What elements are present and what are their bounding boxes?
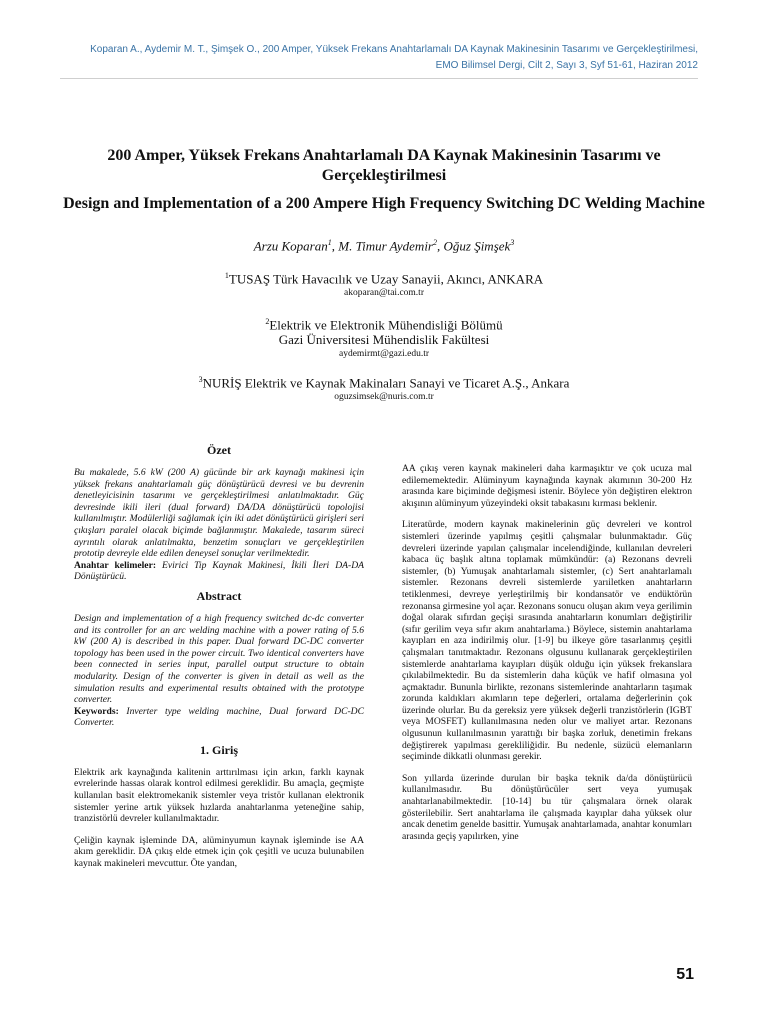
affiliation-mark: 1 <box>224 271 229 280</box>
affiliation-3 <box>60 372 708 404</box>
abstract-keywords <box>74 706 364 729</box>
header-divider <box>60 78 698 79</box>
affiliation-mark: 3 <box>198 375 203 384</box>
keywords-text: Inverter type welding machine, Dual forward DC-DC Converter. <box>74 705 364 729</box>
ozet-text: Bu makalede, 5.6 kW (200 A) gücünde bir ark kaynağı makinesi için yüksek frekans anahtarlamalı güç dönüştürücü devresi ve bu devrenin denetleyicisinin tasarımı ve gerçekleştirilmesi anlatılmaktadır. Güç devresinde ikili ileri (dual forward) DA/DA dönüştürücü topolojisi kullanılmıştır. Modülerliği sağlamak için iki adet dönüştürücü girişleri seri çıkışları paralel olacak biçimde bağlanmıştır. Makalede, tasarım süreci ayrıntılı olarak anlatılmakta, benzetim sonuçları ve gerçekleştirilen prototip devreyle elde edilen deneysel sonuçlar verilmektedir. <box>74 467 364 560</box>
affiliation-email: aydemirmt@gazi.edu.tr <box>339 349 429 360</box>
affiliation-2 <box>60 314 708 361</box>
running-header-line-2: EMO Bilimsel Dergi, Cilt 2, Sayı 3, Syf 51-61, Haziran 2012 <box>435 60 698 71</box>
abstract-text: Design and implementation of a high frequency switched dc-dc converter and its controller for an arc welding machine with a power rating of 5.6 kW (200 A) is described in this paper. Dual forward DC-DC converter topology has been used in the power circuit. Two identical converters have been connected in series input, parallel output structure to obtain modularity. Design of the converter is given in detail as well as the simulation results and experimental results obtained with the prototype converter. <box>74 612 364 706</box>
affiliation-name: NURİŞ Elektrik ve Kaynak Makinaları Sanayi ve Ticaret A.Ş., Ankara <box>202 375 570 391</box>
author-affiliation-mark: 1 <box>327 238 332 247</box>
author-name: Oğuz Şimşek <box>443 238 511 254</box>
keywords-text: Evirici Tip Kaynak Makinesi, İkili İleri DA-DA Dönüştürücü. <box>74 559 364 583</box>
left-column <box>74 443 364 880</box>
running-header-line-1: Koparan A., Aydemir M. T., Şimşek O., 200 Amper, Yüksek Frekans Anahtarlamalı DA Kaynak Makinesinin Tasarımı ve Gerçekleştirilmesi, <box>90 44 698 55</box>
affiliation-1 <box>60 268 708 300</box>
right-paragraph-2: Literatürde, modern kaynak makinelerinin güç devreleri ve kontrol sistemleri üzerinde yapılmış çeşitli çalışmalar bulunmaktadır. Güç devreleri üzerinde yapılan çalışmalar incelendiğinde, kullanılan devreleri kabaca üç başlık altına toplamak mümkündür: (a) Rezonans devreli sistemler, (b) Yumuşak anahtarlamalı sistemler, (c) Sert anahtarlamalı sistemler. Rezonans devreli sistemlerde yarıiletken anahtarların tetiklenmesi, devreye yerleştirilmiş bir kondansatör ve endüktörün rezonansa girmesine yol açar. Rezonans sonucu oluşan akım veya gerilimin doğal olarak sıfırdan geçişi sırasında anahtarların konumları değiştirilir (sıfır gerilim veya sıfır akım anahtarlama.) Böylece, sistemin anahtarlama kayıpları en aza indirilmiş olur. [1-9] bu ilkeye göre tasarlanmış çeşitli çalışmaları tanıtmaktadır. Rezonans olgusunu kullanarak gerçekleştirilen sistemlerde anahtarlama kayıpları düşük olduğu için yüksek frekanslara çıkılabilmektedir. Bu da sistemlerin daha küçük ve hafif olmasına yol açmaktadır. Bununla birlikte, rezonans sistemlerinde anahtarların taşımak zorunda kaldıkları akımların tepe değerleri, ortalama değerlerinin çok üzerinde olurlar. Bu da gereksiz yere yüksek değerli tranzistörlerin (IGBT veya MOSFET) kullanılmasına neden olur ve maliyet artar. Rezonans olgusunun kullanılmasının yarattığı bir başka zorluk, denetimin frekans değiştirerek yapılması gerekliliğidir. Bu nedenle, süzücü elemanların seçiminde dikkatli olunması gerekir. <box>402 519 692 763</box>
ozet-keywords <box>74 560 364 583</box>
affiliation-email: akoparan@tai.com.tr <box>344 288 424 299</box>
abstract-heading: Abstract <box>196 588 242 603</box>
title-block <box>60 146 708 214</box>
right-column <box>402 463 692 852</box>
right-paragraph-1: AA çıkış veren kaynak makineleri daha karmaşıktır ve çok ucuza mal edilememektedir. Alüminyum kaynağında kaynak akımının 30-200 Hz arasında kare biçiminde değişmesi istenir. Böylece yön değiştiren elektron akışının alüminyum yüzeyindeki oksit tabakasını kırması beklenir. <box>402 463 692 509</box>
giris-paragraph-2: Çeliğin kaynak işleminde DA, alüminyumun kaynak işleminde ise AA akım gereklidir. DA çıkış elde etmek için çok çeşitli ve ucuza bulunabilen kaynak makineleri mevcuttur. Öte yandan, <box>74 834 364 870</box>
affiliation-department: Elektrik ve Elektronik Mühendisliği Bölümü <box>269 317 503 333</box>
page-number: 51 <box>676 966 694 983</box>
author-affiliation-mark: 2 <box>433 238 437 247</box>
ozet-heading: Özet <box>207 443 231 457</box>
affiliation-faculty: Gazi Üniversitesi Mühendislik Fakültesi <box>278 332 490 348</box>
affiliation-mark: 2 <box>265 317 270 326</box>
keywords-label: Anahtar kelimeler: <box>74 559 157 571</box>
author-affiliation-mark: 3 <box>510 238 515 247</box>
section-heading-giris: 1. Giriş <box>200 742 238 757</box>
author-name: M. Timur Aydemir <box>338 238 433 254</box>
author-list: Arzu Koparan$^1$, M. Timur Aydemir$^2$, Oğuz Şimşek$^3$ <box>253 238 515 254</box>
body-columns <box>0 443 768 943</box>
paper-title-english: Design and Implementation of a 200 Ampere High Frequency Switching DC Welding Machine <box>63 195 705 212</box>
right-paragraph-3: Son yıllarda üzerinde durulan bir başka teknik da/da dönüştürücü kullanılmasıdır. Bu dönüştürücüler sert veya yumuşak anahtarlanabilmektedir. [10-14] bu tür çalışmalara örnek olarak gösterilebilir. Sert anahtarlama ile çalışmada kayıplar daha yüksek olur ancak denetim genelde basittir. Yumuşak anahtarlamada, anahtar konumları arasında geçiş yapılırken, yine <box>402 772 692 842</box>
giris-paragraph-1: Elektrik ark kaynağında kalitenin arttırılması için arkın, farklı kaynak evrelerinde hassas olarak kontrol edilmesi gereklidir. Bu amaçla, geçmişte kullanılan basit elektromekanik sistemler veya tristör kullanan elektronik sistemler yerine artık yüksek hızlarda anahtarlanma yeteneğine sahip, tranzistörlü devreler kullanılmaktadır. <box>74 766 364 825</box>
affiliation-name: TUSAŞ Türk Havacılık ve Uzay Sanayii, Akıncı, ANKARA <box>228 271 544 287</box>
running-header <box>40 42 698 74</box>
paper-title-turkish: 200 Amper, Yüksek Frekans Anahtarlamalı DA Kaynak Makinesinin Tasarımı ve Gerçekleştirilmesi <box>107 147 661 184</box>
affiliation-email: oguzsimsek@nuris.com.tr <box>334 392 434 403</box>
author-name: Arzu Koparan <box>253 238 328 254</box>
keywords-label: Keywords: <box>74 705 119 717</box>
